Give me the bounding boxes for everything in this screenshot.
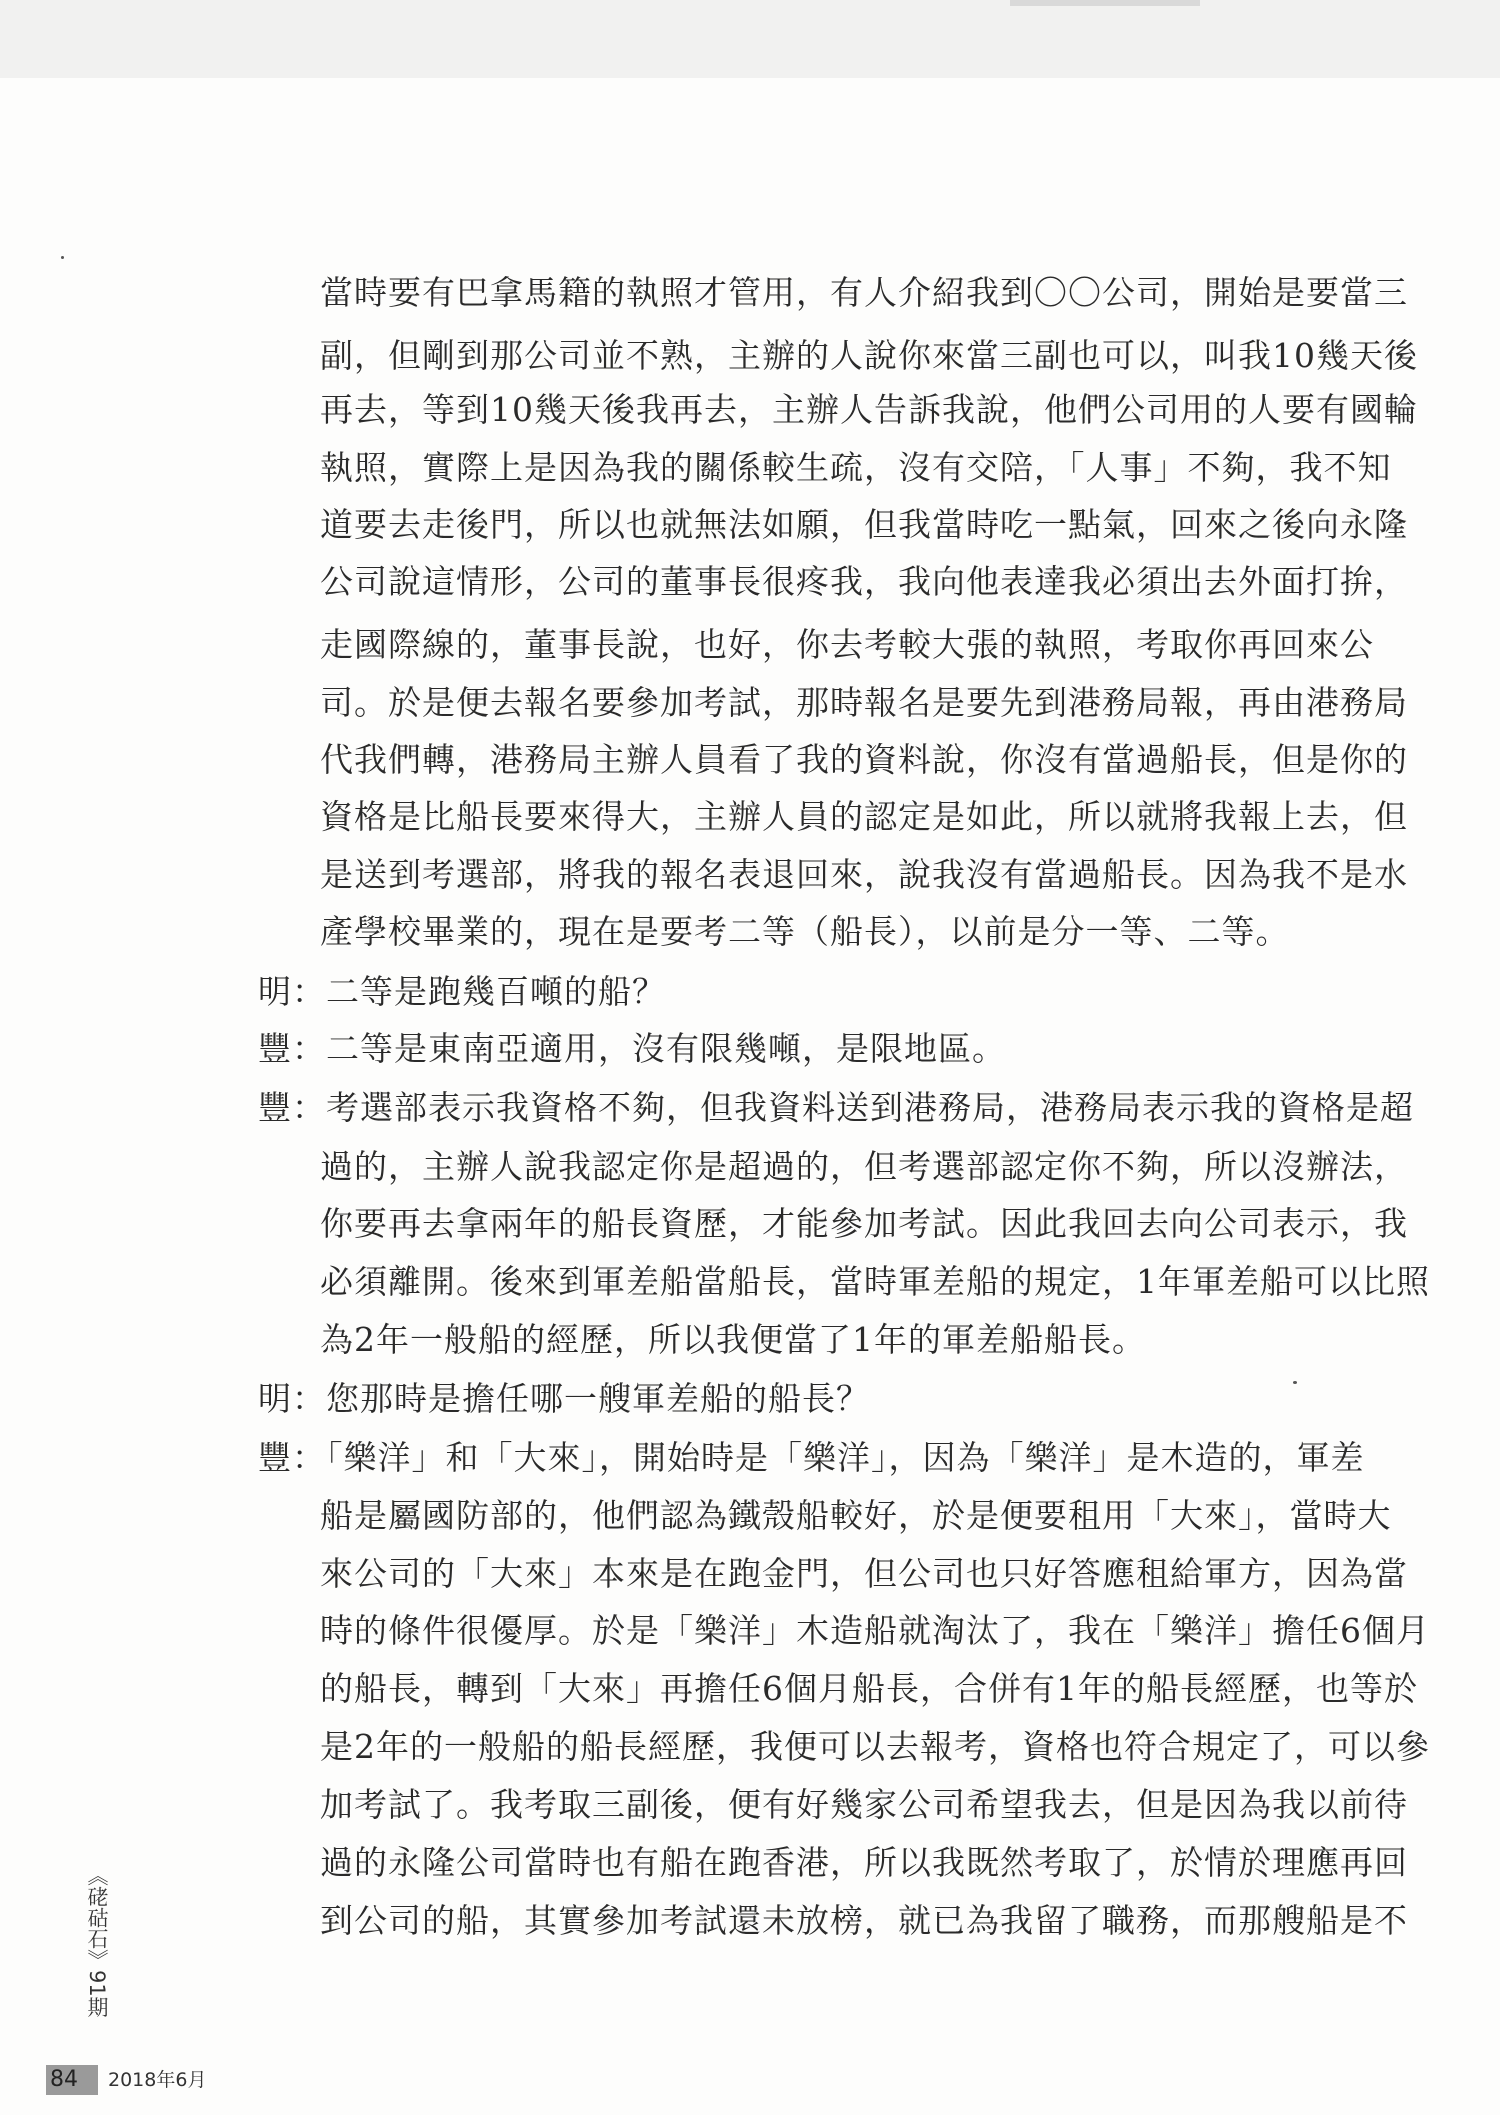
journal-title: 《硓𥑮石》91期: [85, 1865, 109, 2018]
scan-speck: [1293, 1381, 1297, 1384]
text-line: 執照，實際上是因為我的關係較生疏，沒有交陪，「人事」不夠，我不知: [320, 448, 1392, 487]
text-line: 司。於是便去報名要參加考試，那時報名是要先到港務局報，再由港務局: [320, 683, 1408, 722]
text-line: 到公司的船，其實參加考試還未放榜，就已為我留了職務，而那艘船是不: [320, 1901, 1408, 1940]
text-line: 是2年的一般船的船長經歷，我便可以去報考，資格也符合規定了，可以參: [320, 1727, 1430, 1766]
text-line: 產學校畢業的，現在是要考二等（船長），以前是分一等、二等。: [320, 912, 1290, 951]
text-line: 為2年一般船的經歷，所以我便當了1年的軍差船船長。: [320, 1320, 1146, 1359]
text-line: 副，但剛到那公司並不熟，主辦的人說你來當三副也可以，叫我10幾天後: [320, 336, 1418, 375]
page-number: 84: [50, 2067, 78, 2092]
text-line: 必須離開。後來到軍差船當船長，當時軍差船的規定，1年軍差船可以比照: [320, 1262, 1430, 1301]
text-line: 的船長，轉到「大來」再擔任6個月船長，合併有1年的船長經歷，也等於: [320, 1669, 1418, 1708]
text-line: 船是屬國防部的，他們認為鐵殼船較好，於是便要租用「大來」，當時大: [320, 1496, 1392, 1535]
text-line: 是送到考選部，將我的報名表退回來，說我沒有當過船長。因為我不是水: [320, 855, 1408, 894]
text-line: 時的條件很優厚。於是「樂洋」木造船就淘汰了，我在「樂洋」擔任6個月: [320, 1611, 1430, 1650]
dialogue-line: 明：您那時是擔任哪一艘軍差船的船長？: [258, 1379, 870, 1418]
text-line: 你要再去拿兩年的船長資歷，才能參加考試。因此我回去向公司表示，我: [320, 1204, 1408, 1243]
dialogue-line: 豐：考選部表示我資格不夠，但我資料送到港務局，港務局表示我的資格是超: [258, 1088, 1414, 1127]
dialogue-line: 豐：二等是東南亞適用，沒有限幾噸，是限地區。: [258, 1029, 1006, 1068]
text-line: 道要去走後門，所以也就無法如願，但我當時吃一點氣，回來之後向永隆: [320, 505, 1408, 544]
text-line: 資格是比船長要來得大，主辦人員的認定是如此，所以就將我報上去，但: [320, 797, 1408, 836]
dialogue-line: 明：二等是跑幾百噸的船？: [258, 972, 666, 1011]
text-line: 代我們轉，港務局主辦人員看了我的資料說，你沒有當過船長，但是你的: [320, 740, 1408, 779]
text-line: 過的永隆公司當時也有船在跑香港，所以我既然考取了，於情於理應再回: [320, 1843, 1408, 1882]
dialogue-line: 豐：「樂洋」和「大來」，開始時是「樂洋」，因為「樂洋」是木造的，軍差: [258, 1438, 1365, 1477]
scan-speck: [61, 256, 64, 259]
text-line: 再去，等到10幾天後我再去，主辦人告訴我說，他們公司用的人要有國輪: [320, 390, 1418, 429]
text-line: 來公司的「大來」本來是在跑金門，但公司也只好答應租給軍方，因為當: [320, 1554, 1408, 1593]
issue-date: 2018年6月: [108, 2069, 207, 2091]
text-line: 加考試了。我考取三副後，便有好幾家公司希望我去，但是因為我以前待: [320, 1785, 1408, 1824]
text-line: 當時要有巴拿馬籍的執照才管用，有人介紹我到〇〇公司，開始是要當三: [320, 273, 1408, 312]
text-line: 過的，主辦人說我認定你是超過的，但考選部認定你不夠，所以沒辦法，: [320, 1147, 1408, 1186]
text-line: 公司說這情形，公司的董事長很疼我，我向他表達我必須出去外面打拚，: [320, 562, 1408, 601]
text-line: 走國際線的，董事長說，也好，你去考較大張的執照，考取你再回來公: [320, 625, 1374, 664]
